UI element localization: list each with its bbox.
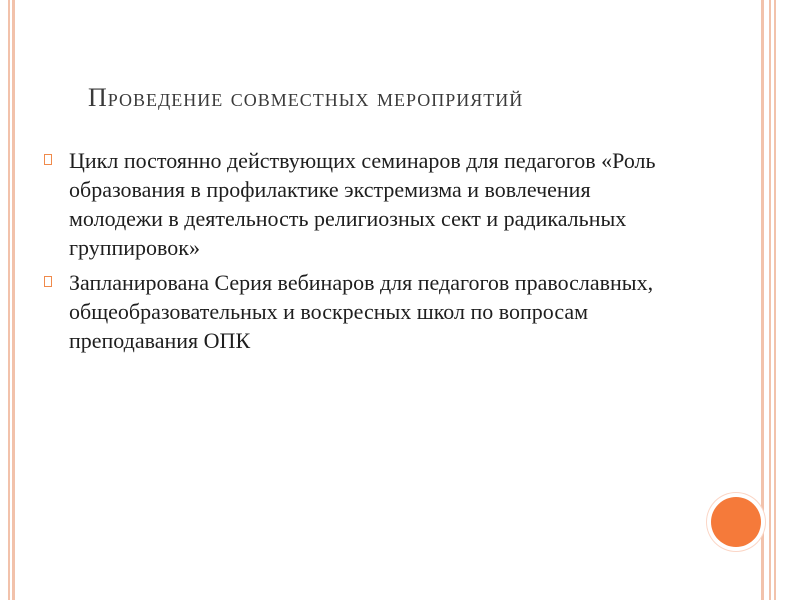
bullet-text: Запланирована Серия вебинаров для педагогов православных, общеобразовательных и воскресных школ по вопросам преподавания ОПК	[69, 270, 654, 353]
bullet-text: Цикл постоянно действующих семинаров для педагогов «Роль образования в профилактике экстремизма и вовлечения молодежи в деятельность религиозных сект и радикальных группировок»	[69, 148, 656, 260]
decorative-border-right-outer	[774, 0, 776, 600]
bullet-item	[44, 268, 684, 355]
bullet-icon	[44, 154, 54, 166]
bullet-item	[44, 146, 684, 262]
decorative-border-left	[8, 0, 10, 600]
decorative-border-right-inner	[769, 0, 771, 600]
bullet-icon	[44, 276, 54, 288]
slide-title: Проведение совместных мероприятий	[88, 83, 524, 112]
decorative-circle	[711, 497, 761, 547]
slide-content	[44, 146, 684, 361]
